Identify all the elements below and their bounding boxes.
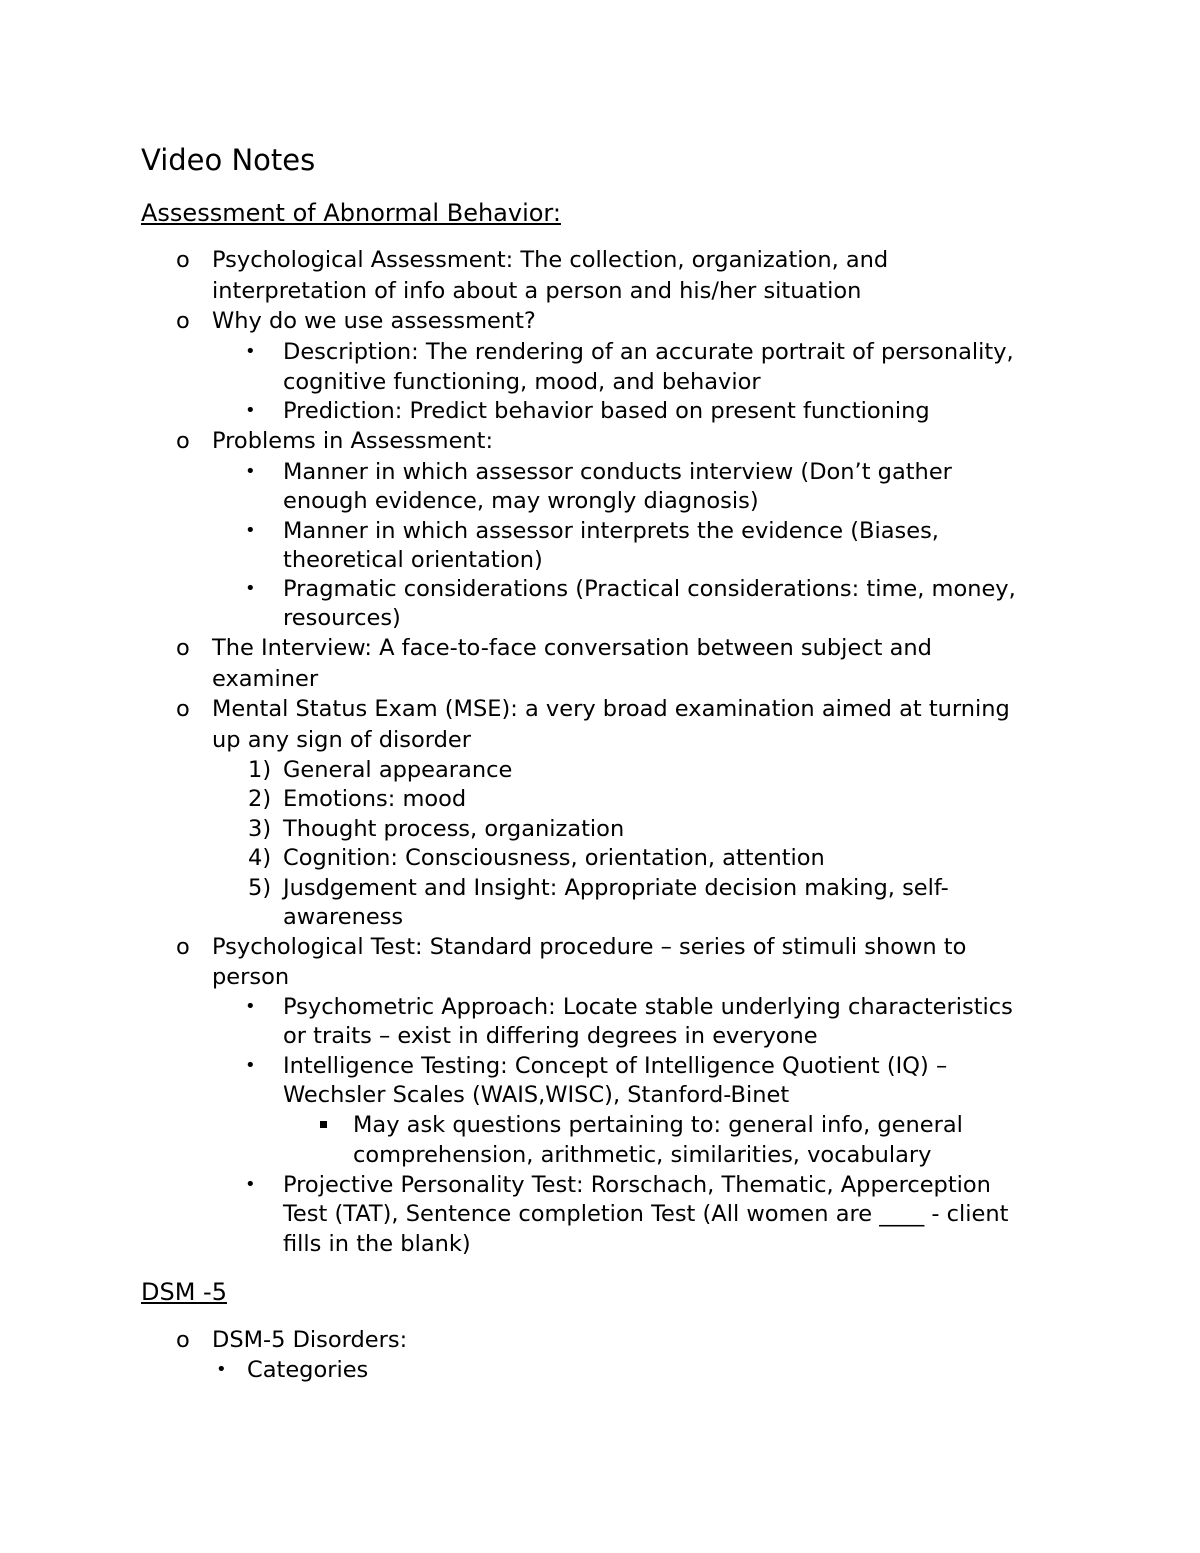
list-item-text: General appearance <box>283 757 513 783</box>
list-item-text: person <box>212 964 290 990</box>
list-item-text: Jusdgement and Insight: Appropriate decision making, self- <box>283 875 949 901</box>
list-item-text: Manner in which assessor conducts interview (Don’t gather <box>283 459 952 485</box>
list-item-text: awareness <box>283 904 404 930</box>
list-item-text: Test (TAT), Sentence completion Test (All women are ____ - client <box>283 1201 1009 1227</box>
list-item-text: May ask questions pertaining to: general info, general <box>353 1112 963 1138</box>
list-item-text: theoretical orientation) <box>283 547 543 573</box>
list-item-text: Pragmatic considerations (Practical considerations: time, money, <box>283 576 1016 602</box>
list-item-text: cognitive functioning, mood, and behavior <box>283 369 761 395</box>
list-item-text: Why do we use assessment? <box>212 308 536 334</box>
list-number: 5) <box>248 875 272 901</box>
list-item-text: Wechsler Scales (WAIS,WISC), Stanford-Binet <box>283 1082 790 1108</box>
list-item-text: DSM-5 Disorders: <box>212 1327 408 1353</box>
circle-marker: o <box>176 247 190 273</box>
list-item-text: interpretation of info about a person and his/her situation <box>212 278 862 304</box>
square-bullet-icon <box>320 1121 327 1128</box>
list-item-text: The Interview: A face-to-face conversation between subject and <box>212 635 932 661</box>
bullet-marker: • <box>245 461 256 482</box>
list-item-text: or traits – exist in differing degrees in everyone <box>283 1023 818 1049</box>
bullet-marker: • <box>245 520 256 541</box>
list-item-text: enough evidence, may wrongly diagnosis) <box>283 488 759 514</box>
circle-marker: o <box>176 428 190 454</box>
bullet-marker: • <box>245 341 256 362</box>
section-heading-dsm: DSM -5 <box>141 1278 227 1306</box>
list-item-text: Emotions: mood <box>283 786 467 812</box>
circle-marker: o <box>176 934 190 960</box>
list-item-text: Psychological Test: Standard procedure – series of stimuli shown to <box>212 934 967 960</box>
bullet-marker: • <box>245 1055 256 1076</box>
circle-marker: o <box>176 696 190 722</box>
list-item-text: Thought process, organization <box>283 816 625 842</box>
list-item-text: Psychometric Approach: Locate stable underlying characteristics <box>283 994 1013 1020</box>
page-title: Video Notes <box>141 143 316 177</box>
list-number: 2) <box>248 786 272 812</box>
list-item-text: Psychological Assessment: The collection, organization, and <box>212 247 889 273</box>
list-item-text: fills in the blank) <box>283 1231 471 1257</box>
list-item-text: resources) <box>283 605 401 631</box>
list-item-text: Intelligence Testing: Concept of Intelligence Quotient (IQ) – <box>283 1053 948 1079</box>
list-item-text: Description: The rendering of an accurate portrait of personality, <box>283 339 1014 365</box>
list-item-text: Projective Personality Test: Rorschach, Thematic, Apperception <box>283 1172 991 1198</box>
list-item-text: up any sign of disorder <box>212 727 471 753</box>
list-number: 3) <box>248 816 272 842</box>
circle-marker: o <box>176 635 190 661</box>
list-item-text: Mental Status Exam (MSE): a very broad examination aimed at turning <box>212 696 1010 722</box>
list-number: 1) <box>248 757 272 783</box>
bullet-marker: • <box>245 400 256 421</box>
bullet-marker: • <box>245 1174 256 1195</box>
list-item-text: comprehension, arithmetic, similarities, vocabulary <box>353 1142 932 1168</box>
list-item-text: Problems in Assessment: <box>212 428 494 454</box>
bullet-marker: • <box>245 996 256 1017</box>
list-item-text: examiner <box>212 666 319 692</box>
list-number: 4) <box>248 845 272 871</box>
bullet-marker: • <box>216 1359 227 1380</box>
list-item-text: Categories <box>247 1357 369 1383</box>
list-item-text: Cognition: Consciousness, orientation, attention <box>283 845 825 871</box>
list-item-text: Manner in which assessor interprets the evidence (Biases, <box>283 518 939 544</box>
section-heading-assessment: Assessment of Abnormal Behavior: <box>141 199 561 227</box>
list-item-text: Prediction: Predict behavior based on present functioning <box>283 398 930 424</box>
bullet-marker: • <box>245 578 256 599</box>
circle-marker: o <box>176 308 190 334</box>
circle-marker: o <box>176 1327 190 1353</box>
